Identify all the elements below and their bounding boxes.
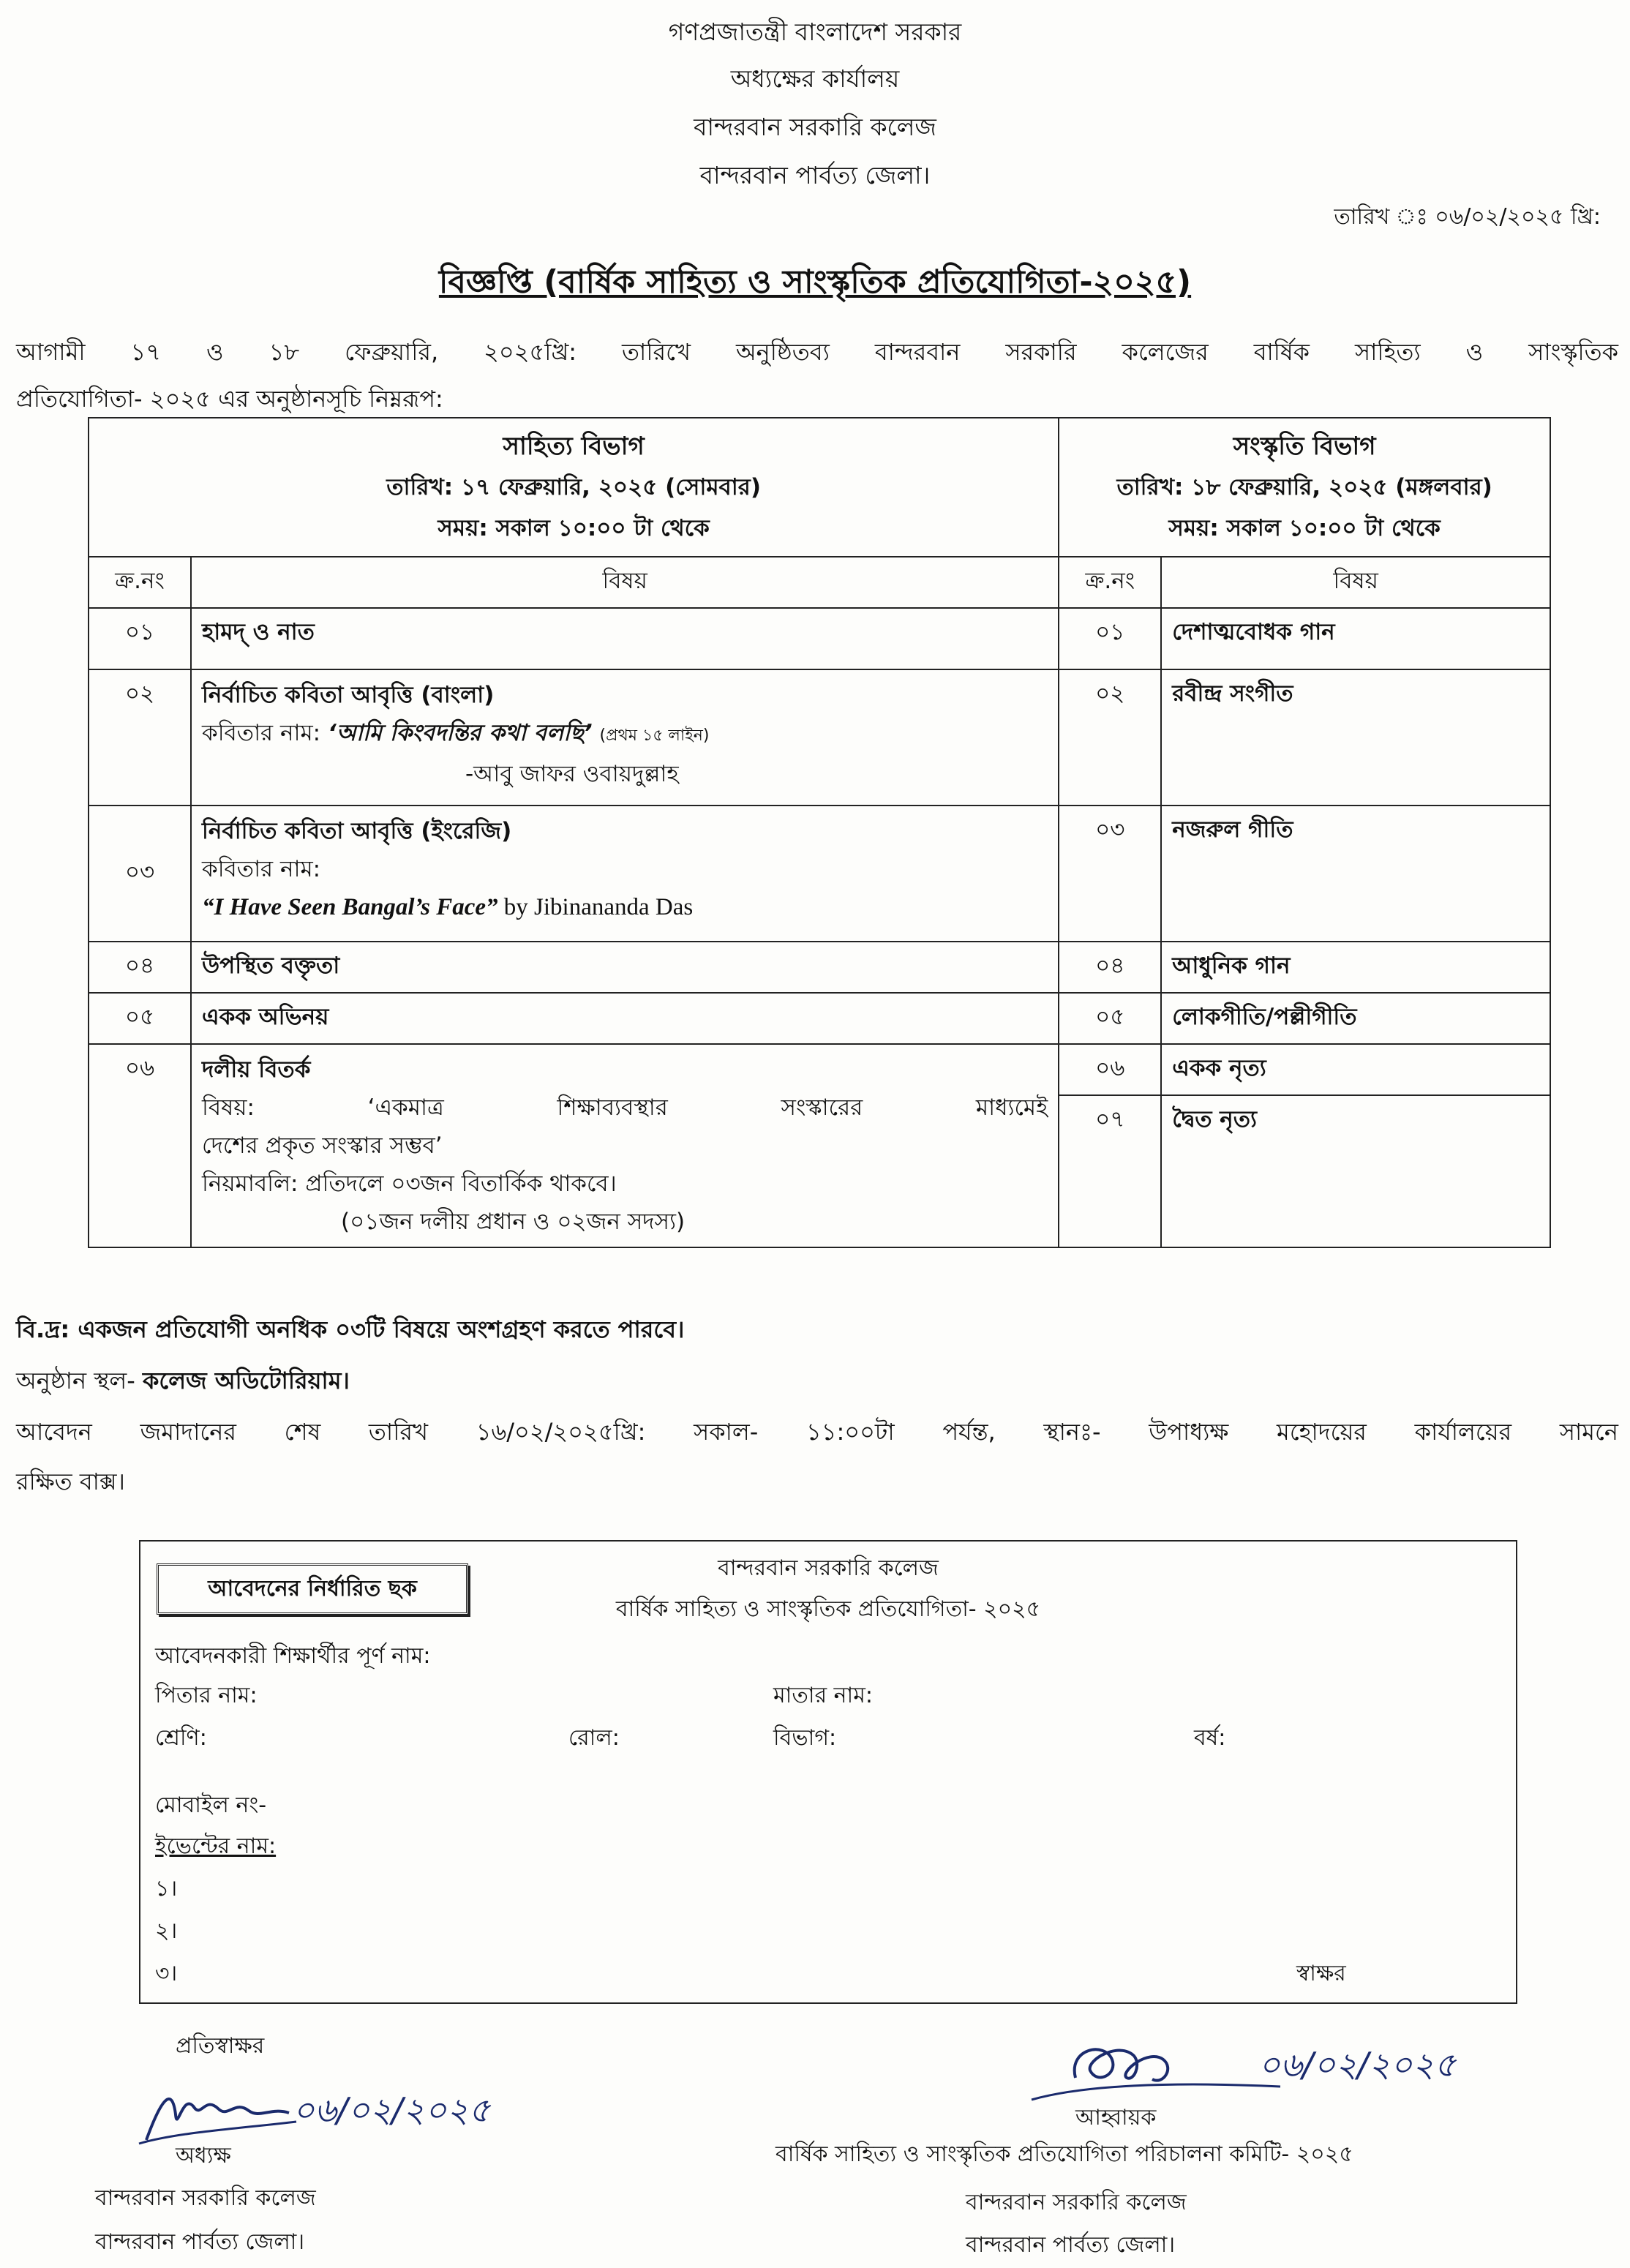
lit-item-6-topic-2: দেশের প্রকৃত সংস্কার সম্ভব’ (202, 1133, 443, 1159)
venue-name: কলেজ অডিটোরিয়াম। (142, 1367, 350, 1394)
cul-no-4: ০৪ (1059, 942, 1161, 993)
lit-item-6-topic-1: বিষয়: ‘একমাত্র শিক্ষাব্যবস্থার সংস্কারের মাধ্যমেই (202, 1094, 1048, 1121)
convener-title: আহ্বায়ক (1075, 2105, 1157, 2130)
mother-name-label[interactable]: মাতার নাম: (773, 1683, 873, 1708)
cul-item-5: লোকগীতি/পল্লীগীতি (1161, 993, 1550, 1044)
principal-title: অধ্যক্ষ (176, 2143, 231, 2169)
event-1[interactable]: ১। (155, 1876, 178, 1901)
full-name-label[interactable]: আবেদনকারী শিক্ষার্থীর পূর্ণ নাম: (155, 1643, 431, 1669)
lit-item-3 (191, 806, 1059, 942)
countersign-label: প্রতিস্বাক্ষর (176, 2033, 265, 2059)
cul-no-3: ০৩ (1059, 806, 1161, 942)
notice-title: বিজ্ঞপ্তি (বার্ষিক সাহিত্য ও সাংস্কৃতিক প্রতিযোগিতা-২০২৫) (438, 263, 1192, 301)
cul-no-7: ০৭ (1095, 1106, 1125, 1133)
committee-name: বার্ষিক সাহিত্য ও সাংস্কৃতিক প্রতিযোগিতা পরিচালনা কমিটি- ২০২৫ (775, 2141, 1353, 2167)
culture-time: সময়: সকাল ১০:০০ টা থেকে (1168, 515, 1441, 541)
venue-label: অনুষ্ঠান স্থল- (16, 1367, 135, 1394)
cul-col-subject: বিষয় (1161, 557, 1550, 608)
lit-no-1: ০১ (89, 608, 191, 669)
lit-item-1: হামদ্ ও নাত (191, 608, 1059, 669)
cul-no-2: ০২ (1059, 669, 1161, 806)
lit-item-6-title: দলীয় বিতর্ক (202, 1056, 311, 1083)
form-college: বান্দরবান সরকারি কলেজ (718, 1555, 939, 1581)
lit-item-2-title: নির্বাচিত কবিতা আবৃত্তি (বাংলা) (202, 682, 495, 708)
nb-note: বি.দ্র: একজন প্রতিযোগী অনধিক ০৩টি বিষয়ে অংশগ্রহণ করতে পারবে। (16, 1315, 685, 1343)
literature-time: সময়: সকাল ১০:০০ টা থেকে (437, 515, 710, 541)
lit-item-6 (191, 1044, 1059, 1247)
cul-item-6-7 (1161, 1044, 1550, 1247)
lit-item-2-poet: -আবু জাফর ওবায়দুল্লাহ (465, 761, 679, 787)
lit-item-3-poet: by Jibinananda Das (503, 894, 694, 920)
lit-no-4: ০৪ (89, 942, 191, 993)
lit-item-2-poem-title: ‘আমি কিংবদন্তির কথা বলছি’ (327, 720, 593, 746)
cul-item-1: দেশাত্মবোধক গান (1161, 608, 1550, 669)
form-event-title: বার্ষিক সাহিত্য ও সাংস্কৃতিক প্রতিযোগিতা- ২০২৫ (615, 1596, 1041, 1622)
cul-item-4: আধুনিক গান (1161, 942, 1550, 993)
lit-item-6-rule-2: (০১জন দলীয় প্রধান ও ০২জন সদস্য) (341, 1209, 686, 1235)
convener-college: বান্দরবান সরকারি কলেজ (966, 2190, 1187, 2215)
cul-no-1: ০১ (1059, 608, 1161, 669)
lit-item-2-poem-note: (প্রথম ১৫ লাইন) (599, 726, 710, 745)
application-form (139, 1540, 1517, 2004)
cul-no-6: ০৬ (1059, 1045, 1160, 1096)
notice-date: তারিখ ঃ ০৬/০২/২০২৫ খ্রি: (1334, 204, 1601, 230)
literature-title: সাহিত্য বিভাগ (503, 432, 645, 461)
lit-item-2-poem-label: কবিতার নাম: (202, 720, 321, 746)
department-label[interactable]: বিভাগ: (773, 1725, 837, 1751)
cul-item-7: দ্বৈত নৃত্য (1172, 1106, 1258, 1133)
form-signature-label: স্বাক্ষর (1296, 1961, 1346, 1986)
year-label[interactable]: বর্ষ: (1194, 1725, 1226, 1751)
principal-district: বান্দরবান পার্বত্য জেলা। (95, 2229, 305, 2255)
lit-item-2 (191, 669, 1059, 806)
college-heading: বান্দরবান সরকারি কলেজ (694, 113, 936, 141)
lit-item-4: উপস্থিত বক্তৃতা (191, 942, 1059, 993)
lit-item-3-poem-title: “I Have Seen Bangal’s Face” (202, 894, 498, 920)
cul-item-6: একক নৃত্য (1162, 1045, 1550, 1096)
cul-item-2: রবীন্দ্র সংগীত (1161, 669, 1550, 806)
deadline-line-1: আবেদন জমাদানের শেষ তারিখ ১৬/০২/২০২৫খ্রি: সকাল- ১১:০০টা পর্যন্ত, স্থানঃ- উপাধ্যক্ষ মহোদয়ের কার্যালয়ের সামনে (16, 1418, 1618, 1446)
cul-no-5: ০৫ (1059, 993, 1161, 1044)
lit-no-2: ০২ (89, 669, 191, 806)
intro-line-2: প্রতিযোগিতা- ২০২৫ এর অনুষ্ঠানসূচি নিম্নরূপ: (16, 385, 443, 413)
mobile-label[interactable]: মোবাইল নং- (155, 1792, 267, 1818)
venue-line (16, 1362, 350, 1402)
class-label[interactable]: শ্রেণি: (155, 1725, 207, 1751)
principal-date: ০৬/০২/২০২৫ (293, 2090, 491, 2130)
culture-title: সংস্কৃতি বিভাগ (1233, 432, 1376, 461)
cul-item-3: নজরুল গীতি (1161, 806, 1550, 942)
convener-district: বান্দরবান পার্বত্য জেলা। (966, 2232, 1176, 2258)
literature-header (89, 418, 1059, 557)
lit-no-3: ০৩ (89, 806, 191, 942)
lit-col-subject: বিষয় (191, 557, 1059, 608)
lit-item-3-poem-label: কবিতার নাম: (202, 856, 321, 882)
lit-no-6: ০৬ (89, 1044, 191, 1247)
cul-col-no: ক্র.নং (1059, 557, 1161, 608)
lit-col-no: ক্র.নং (89, 557, 191, 608)
event-3[interactable]: ৩। (155, 1961, 178, 1986)
literature-date: তারিখ: ১৭ ফেব্রুয়ারি, ২০২৫ (সোমবার) (386, 474, 762, 500)
roll-label[interactable]: রোল: (568, 1725, 620, 1751)
gov-heading: গণপ্রজাতন্ত্রী বাংলাদেশ সরকার (668, 18, 962, 46)
lit-item-3-title: নির্বাচিত কবিতা আবৃত্তি (ইংরেজি) (202, 818, 512, 844)
culture-date: তারিখ: ১৮ ফেব্রুয়ারি, ২০২৫ (মঙ্গলবার) (1116, 474, 1492, 500)
convener-date: ০৬/০২/২০২৫ (1258, 2045, 1457, 2084)
lit-item-6-rule: নিয়মাবলি: প্রতিদলে ০৩জন বিতার্কিক থাকবে। (202, 1171, 617, 1197)
intro-line-1: আগামী ১৭ ও ১৮ ফেব্রুয়ারি, ২০২৫খ্রি: তারিখে অনুষ্ঠিতব্য বান্দরবান সরকারি কলেজের বার্ষিক সাহিত্য ও সাংস্কৃতিক (16, 338, 1618, 366)
schedule-table (88, 417, 1551, 1248)
events-label: ইভেন্টের নাম: (155, 1833, 277, 1859)
office-heading: অধ্যক্ষের কার্যালয় (730, 64, 900, 93)
form-stamp: আবেদনের নির্ধারিত ছক (157, 1563, 468, 1615)
lit-no-5: ০৫ (89, 993, 191, 1044)
father-name-label[interactable]: পিতার নাম: (155, 1683, 258, 1708)
event-2[interactable]: ২। (155, 1918, 178, 1944)
cul-no-6-7 (1059, 1044, 1161, 1247)
deadline-line-2: রক্ষিত বাক্স। (16, 1468, 125, 1495)
culture-header (1059, 418, 1550, 557)
district-heading: বান্দরবান পার্বত্য জেলা। (699, 161, 931, 189)
principal-college: বান্দরবান সরকারি কলেজ (95, 2185, 316, 2211)
lit-item-5: একক অভিনয় (191, 993, 1059, 1044)
